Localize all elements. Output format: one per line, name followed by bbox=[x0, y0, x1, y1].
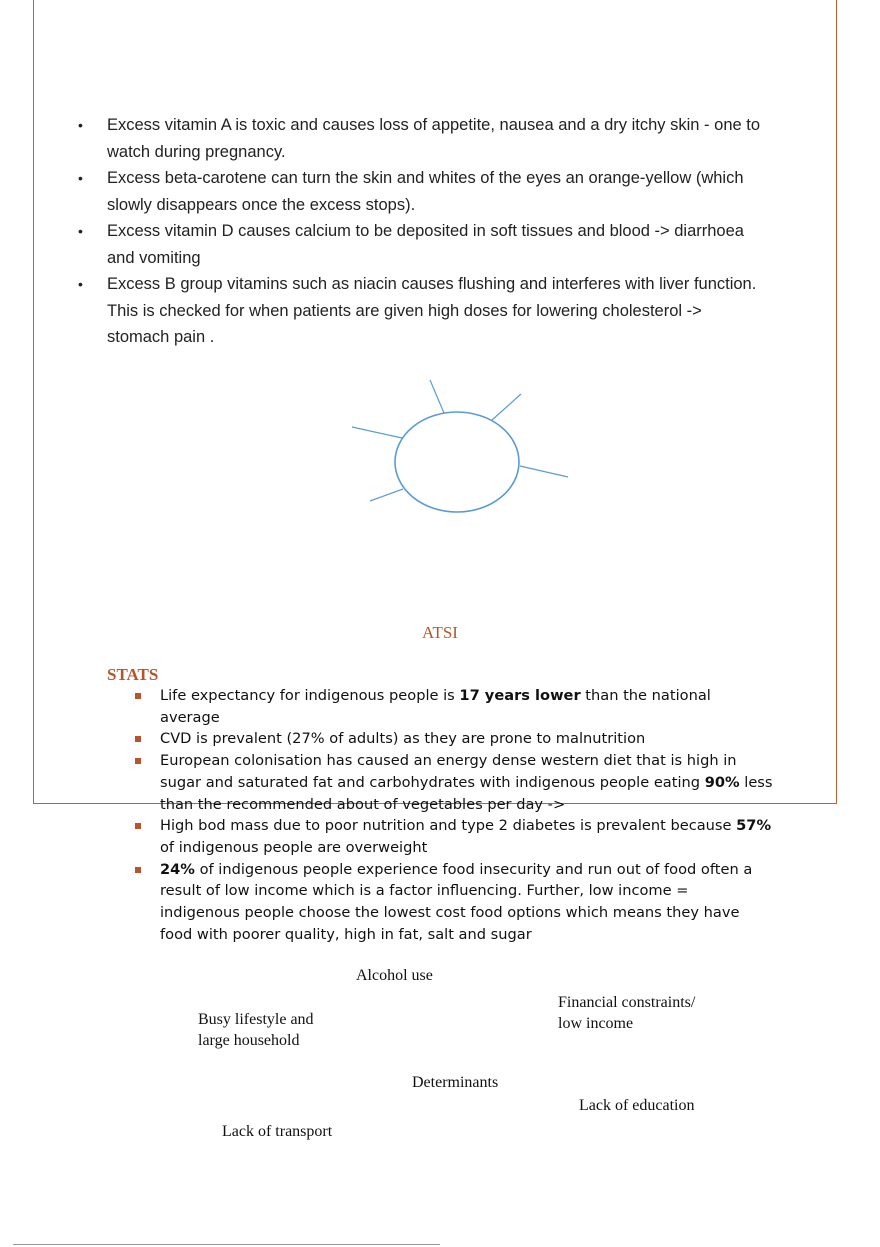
determinant-transport: Lack of transport bbox=[222, 1123, 333, 1140]
determinant-alcohol: Alcohol use bbox=[356, 967, 433, 984]
list-item: High bod mass due to poor nutrition and type 2 diabetes is prevalent because 57% of indigenous people are overweight bbox=[133, 815, 773, 858]
determinant-education: Lack of education bbox=[579, 1097, 695, 1114]
determinant-financial: Financial constraints/ low income bbox=[558, 994, 696, 1032]
square-bullet-icon bbox=[135, 693, 141, 699]
list-item: Life expectancy for indigenous people is 17 years lower than the national average bbox=[133, 685, 773, 728]
square-bullet-icon bbox=[135, 823, 141, 829]
mind-map-spoke bbox=[520, 466, 568, 477]
mind-map-spoke bbox=[430, 380, 444, 413]
list-item: • Excess vitamin D causes calcium to be deposited in soft tissues and blood -> diarrhoea and vomiting bbox=[78, 218, 768, 271]
stats-list bbox=[133, 685, 773, 945]
mind-map-diagram bbox=[340, 372, 580, 522]
list-item: • Excess beta-carotene can turn the skin and whites of the eyes an orange-yellow (which slowly disappears once the excess stops). bbox=[78, 165, 768, 218]
list-item: 24% of indigenous people experience food insecurity and run out of food often a result of low income which is a factor influencing. Further, low income = indigenous people choose the lowest cost food options which means they have food with poorer quality, high in fat, salt and sugar bbox=[133, 859, 773, 946]
bullet-dot-icon: • bbox=[78, 117, 83, 133]
list-item: • Excess B group vitamins such as niacin causes flushing and interferes with liver function. This is checked for when patients are given high doses for lowering cholesterol -> stomach pain . bbox=[78, 271, 768, 351]
list-item: • Excess vitamin A is toxic and causes loss of appetite, nausea and a dry itchy skin - one to watch during pregnancy. bbox=[78, 112, 768, 165]
mind-map-ellipse bbox=[395, 412, 519, 512]
list-item: European colonisation has caused an energy dense western diet that is high in sugar and saturated fat and carbohydrates with indigenous people eating 90% less than the recommended about of vegetables per day -> bbox=[133, 750, 773, 815]
square-bullet-icon bbox=[135, 736, 141, 742]
mind-map-spoke bbox=[492, 394, 521, 420]
determinants-center-label: Determinants bbox=[412, 1074, 499, 1091]
square-bullet-icon bbox=[135, 867, 141, 873]
bullet-dot-icon: • bbox=[78, 276, 83, 292]
mind-map-spoke bbox=[352, 427, 402, 438]
footnote-separator bbox=[13, 1244, 440, 1245]
square-bullet-icon bbox=[135, 758, 141, 764]
bullet-dot-icon: • bbox=[78, 223, 83, 239]
bullet-dot-icon: • bbox=[78, 170, 83, 186]
list-item: CVD is prevalent (27% of adults) as they are prone to malnutrition bbox=[133, 728, 773, 750]
determinant-busy-lifestyle: Busy lifestyle and large household bbox=[198, 1011, 314, 1049]
section-title: ATSI bbox=[422, 623, 458, 642]
mind-map-spoke bbox=[370, 489, 403, 501]
vitamin-excess-list bbox=[78, 112, 768, 351]
stats-heading: STATS bbox=[107, 665, 159, 684]
